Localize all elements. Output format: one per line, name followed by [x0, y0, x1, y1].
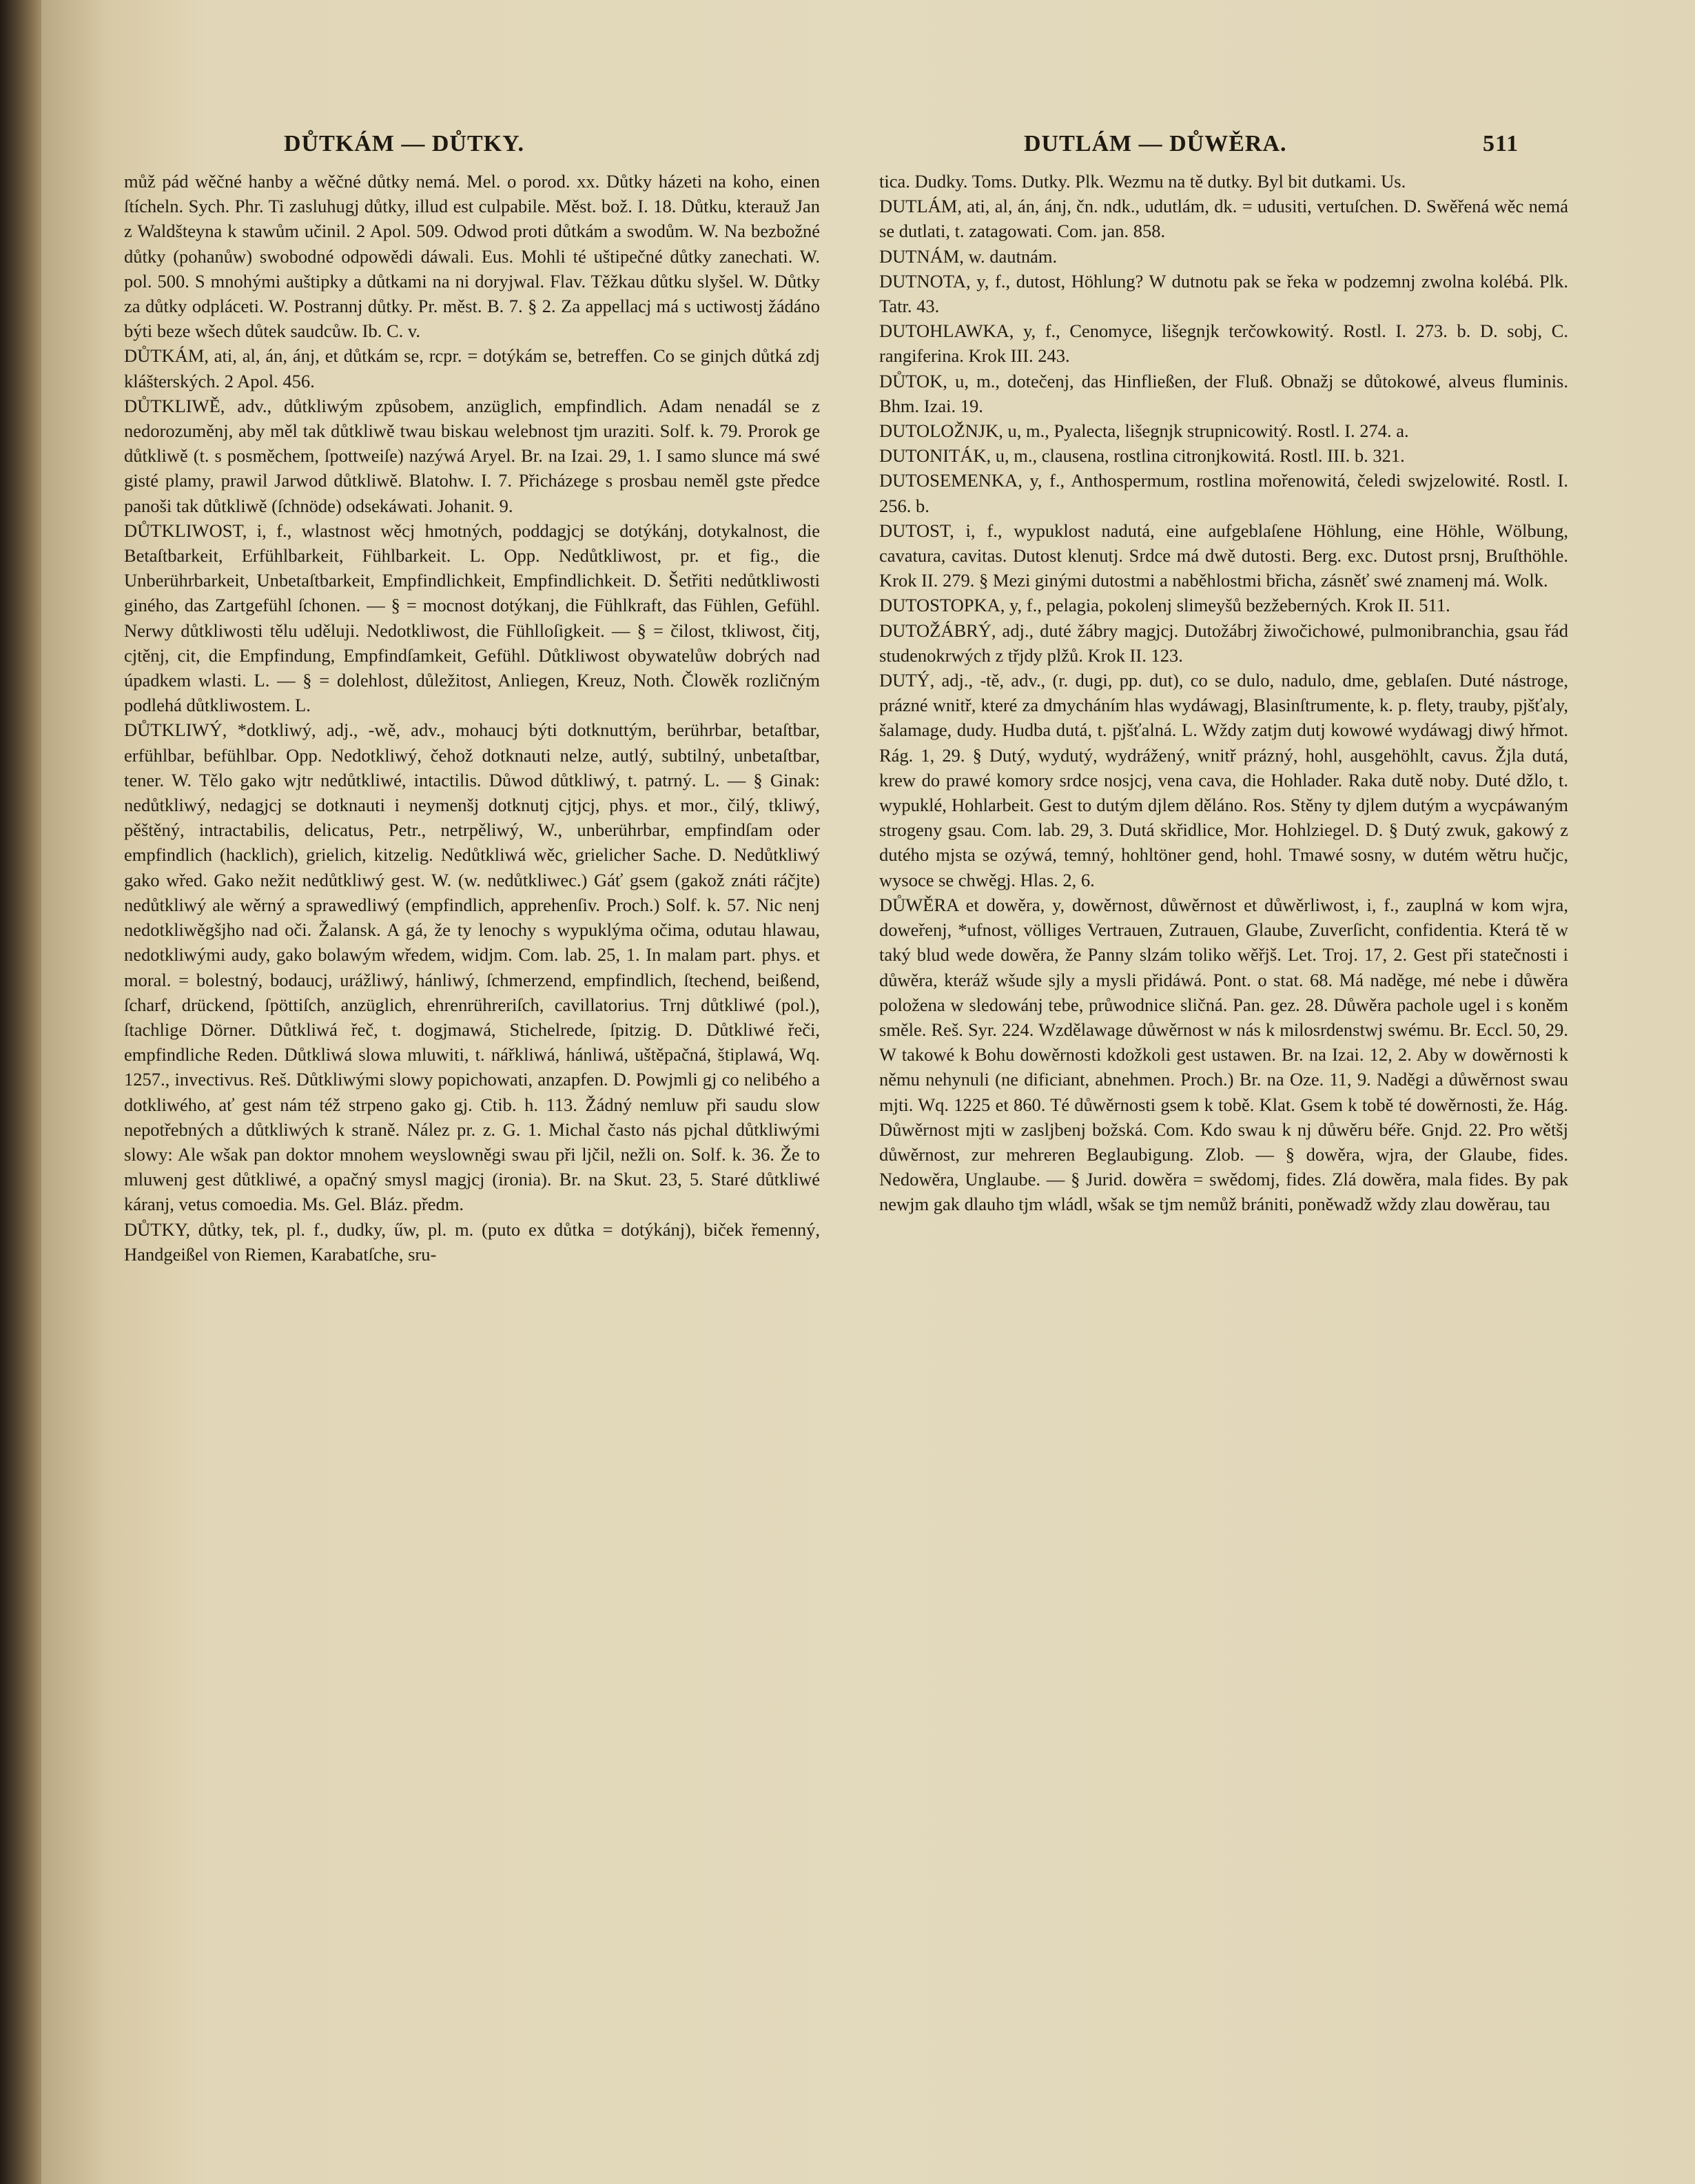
right-column [879, 169, 1568, 2154]
right-running-head: DUTLÁM — DŮWĚRA. [1024, 131, 1287, 156]
entry-dutosemenka: DUTOSEMENKA, y, f., Anthospermum, rostlina mořenowitá, čeledi swjzelowité. Rostl. I. 256. b. [879, 470, 1568, 516]
left-running-head: DŮTKÁM — DŮTKY. [284, 131, 525, 156]
entry-dutnam: DUTNÁM, w. dautnám. [879, 245, 1058, 267]
entry-dutkliwost: DŮTKLIWOST, i, f., wlastnost wěcj hmotných, poddagjcj se dotýkánj, dotykalnost, die Betaſtbarkeit, Erfühlbarkeit, Fühlbarkeit. L. Opp. Nedůtkliwost, pr. et fig., die Unberührbarkeit, Unbetaſtbarkeit, Empfindlichkeit, Empfindlichkeit. D. Šetřiti nedůtkliwosti giného, das Zartgefühl ſchonen. — § = mocnost dotýkanj, die Fühlkraft, das Fühlen, Gefühl. Nerwy důtkliwosti tělu uděluji. Nedotkliwost, die Fühlloſigkeit. — § = čilost, tkliwost, čitj, cjtěnj, cit, die Empfindung, Empfindſamkeit, Gefühl. Důtkliwost obywatelůw dobrých nad úpadkem wlasti. L. — § = dolehlost, důležitost, Anliegen, Kreuz, Noth. Člowěk rozličným podlehá důtkliwostem. L. [124, 520, 820, 716]
entry-paragraph: můž pád wěčné hanby a wěčné důtky nemá. Mel. o porod. xx. Důtky házeti na koho, einen ſtícheln. Sych. Phr. Ti zasluhugj důtky, illud est culpabile. Měst. bož. I. 18. Důtku, kterauž Jan z Waldšteyna k stawům učinil. 2 Apol. 509. Odwod proti důtkám a swodům. W. Na bezbožné důtky (pohanůw) swobodné odpowědi dáwali. Eus. Mohli té uštipečné důtky zanechati. W. pol. 500. S mnohými auštipky a důtkami na ni doryjwal. Flav. Těžkau důtku slyšel. W. Důtky za důtky odpláceti. W. Postrannj důtky. Pr. měst. B. 7. § 2. Za appellacj má s uctiwostj žádáno býti beze wšech důtek saudcůw. Ib. C. v. [124, 171, 820, 342]
entry-dutozabry: DUTOŽÁBRÝ, adj., duté žábry magjcj. Dutožábrj žiwočichowé, pulmonibranchia, gsau řád studenokrwých z třjdy plžů. Krok II. 123. [879, 620, 1568, 666]
entry-dutoloznjk: DUTOLOŽNJK, u, m., Pyalecta, lišegnjk strupnicowitý. Rostl. I. 274. a. [879, 420, 1409, 442]
entry-duwera: DŮWĚRA et dowěra, y, dowěrnost, důwěrnost et důwěrliwost, i, f., zauplná w kom wjra, doweřenj, *ufnost, völliges Vertrauen, Zutrauen, Glaube, Zuverſicht, confidentia. Která tě w taký blud wede dowěra, že Panny slzám toliko wěřjš. Let. Troj. 17, 2. Gest při statečnosti i důwěra, kteráž wšude sjly a mysli přidáwá. Pont. o stat. 68. Má naděge, mé nebe i důwěra položena w sledowánj tebe, průwodnice sličná. Pan. gez. 28. Důwěra pachole ugel i s koněm směle. Reš. Syr. 224. Wzdělawage důwěrnost w nás k milosrdenstwj swému. Br. Eccl. 50, 29. W takowé k Bohu dowěrnosti kdožkoli gest ustawen. Br. na Izai. 12, 2. Aby w dowěrnosti k němu nehynuli (ne dificiant, abnehmen. Proch.) Br. na Oze. 11, 9. Naděgi a důwěrnost swau mjti. Wq. 1225 et 860. Té důwěrnosti gsem k tobě. Klat. Gsem k tobě té dowěrnosti, že. Hág. Důwěrnost mjti w zaslјbenj božská. Com. Kdo swau k nj důwěru béře. Gnjd. 22. Pro wětšj důwěrnost, zur mehreren Beglaubigung. Zlob. — § dowěra, wjra, der Glaube, fides. Nedowěra, Unglaube. — § Jurid. dowěra = swědomj, fides. Zlá dowěra, mala fides. By pak newjm gak dlauho tjm wládl, wšak se tjm nemůž brániti, poněwadž wždy zlau dowěrau, tau [879, 894, 1568, 1215]
entry-dutohlawka: DUTOHLAWKA, y, f., Cenomyce, lišegnjk terčowkowitý. Rostl. I. 273. b. D. sobj, C. rangiferina. Krok III. 243. [879, 320, 1568, 367]
entry-dutky: DŮTKY, důtky, tek, pl. f., dudky, űw, pl. m. (puto ex důtka = dotýkánj), biček řemenný, Handgeißel von Riemen, Karabatſche, sru- [124, 1218, 820, 1265]
entry-dutost: DUTOST, i, f., wypuklost nadutá, eine aufgeblaſene Höhlung, eine Höhle, Wölbung, cavatura, cavitas. Dutost klenutj. Srdce má dwě dutosti. Berg. exc. Dutost prsnj, Bruſthöhle. Krok II. 279. § Mezi ginými dutostmi a naběhlostmi břicha, zásněť swé znamenj má. Wolk. [879, 520, 1568, 591]
dictionary-page [41, 0, 1695, 2184]
entry-dutnota: DUTNOTA, y, f., dutost, Höhlung? W dutnotu pak se řeka w podzemnj zwolna kolébá. Plk. Tatr. 43. [879, 270, 1568, 317]
entry-dutostopka: DUTOSTOPKA, y, f., pelagia, pokolenj slimeyšů bezžeberných. Krok II. 511. [879, 595, 1450, 616]
entry-dutkliwe: DŮTKLIWĚ, adv., důtkliwým způsobem, anzüglich, empfindlich. Adam nenadál se z nedorozuměnj, aby měl tak důtkliwě twau biskau welebnost tjm uraziti. Solf. k. 79. Prorok ge důtkliwě (t. s posměchem, ſpottweiſe) nazýwá Aryel. Br. na Izai. 29, 1. I samo slunce má swé gisté plamy, prawil Jarwod důtkliwě. Blatohw. I. 7. Přicházege s prosbau neměl gste předce panoši tak důtkliwě (ſchnöde) odsekáwati. Johanit. 9. [124, 395, 820, 516]
left-column [124, 169, 820, 2154]
entry-dutok: DŮTOK, u, m., dotečenj, das Hinfließen, der Fluß. Obnažj se důtokowé, alveus fluminis. Bhm. Izai. 19. [879, 370, 1568, 416]
entry-dutonitak: DUTONITÁK, u, m., clausena, rostlina citronjkowitá. Rostl. III. b. 321. [879, 445, 1405, 467]
entry-continuation: tica. Dudky. Toms. Dutky. Plk. Wezmu na tě dutky. Byl bit dutkami. Us. [879, 171, 1406, 192]
entry-dutlam: DUTLÁM, ati, al, án, ánj, čn. ndk., udutlám, dk. = udusiti, vertuſchen. D. Swěřená wěc nemá se dutlati, t. zatagowati. Com. jan. 858. [879, 196, 1568, 242]
entry-dutkam: DŮTKÁM, ati, al, án, ánj, et důtkám se, rcpr. = dotýkám se, betreffen. Co se ginjch důtká zdj klášterských. 2 Apol. 456. [124, 345, 820, 391]
entry-duty: DUTÝ, adj., -tě, adv., (r. dugi, pp. dut), co se dulo, nadulo, dme, geblaſen. Duté nástroge, prázné wnitř, které za dmycháním hlas wydáwagj, Blasinſtrumente, k. p. flety, trauby, pjšťaly, šalamage, dudy. Hudba dutá, t. pjšťalná. L. Wždy zatjm dutj kowowé wydáwagj diwý hřmot. Rág. 1, 29. § Dutý, wydutý, wydrážený, wnitř prázný, hohl, ausgehöhlt, cavus. Žjla dutá, krew do prawé komory srdce nosjcj, vena cava, die Hohlader. Raka dutě noby. Duté džlo, t. wypuklé, Hohlarbeit. Gest to dutým djlem děláno. Ros. Stěny ty djlem dutým a wycpáwaným strogeny gsau. Com. lab. 29, 3. Dutá skřidlice, Mor. Hohlziegel. D. § Dutý zwuk, gakowý z dutého mjsta se ozýwá, temný, hohltöner gend, hohl. Tmawé sosny, w dutém wětru hučjc, wysoce se chwěgj. Hlas. 2, 6. [879, 670, 1568, 890]
entry-dutkliwy: DŮTKLIWÝ, *dotkliwý, adj., -wě, adv., mohaucj býti dotknuttým, berührbar, betaſtbar, erfühlbar, befühlbar. Opp. Nedotkliwý, čehož dotknauti nelze, autlý, subtilný, unbetaſtbar, tener. W. Tělo gako wjtr nedůtkliwé, intactilis. Důwod důtkliwý, t. patrný. L. — § Ginak: nedůtkliwý, nedagjcj se dotknauti i neymenšj dotknutj cjtjcj, phys. et mor., čilý, tkliwý, pěštěný, intractabilis, delicatus, Petr., netrpěliwý, W., unberührbar, empfindſam oder empfindlich (hacklich), grielich, kitzelig. Nedůtkliwá wěc, grielicher Sache. D. Nedůtkliwý gako wřed. Gako nežit nedůtkliwý gest. W. (w. nedůtkliwec.) Gáť gsem (gakož znáti ráčjte) nedůtkliwý ale wěrný a sprawedliwý (empfindlich, apprehenſiv. Proch.) Solf. k. 57. Nic nenj nedotkliwěgšjho nad oči. Žalansk. A gá, že ty lenochy s wypuklýma očima, odutau hlawau, nedotkliwými audy, gako bolawým wředem, widjm. Com. lab. 25, 1. In malam part. phys. et moral. = bolestný, bodaucj, urážliwý, hánliwý, ſchmerzend, empfindlich, ſtechend, beißend, ſcharf, drückend, ſpöttiſch, anzüglich, ehrenrühreriſch, cavillatorius. Trnj důtkliwé (pol.), ſtachlige Dörner. Důtkliwá řeč, t. dogjmawá, Stichelrede, ſpitzig. D. Důtkliwé řeči, empfindliche Reden. Důtkliwá slowa mluwiti, t. nářkliwá, hánliwá, uštěpačná, štiplawá, Wq. 1257., invectivus. Reš. Důtkliwými slowy popichowati, anzapfen. D. Powjmli gj co nelibého a dotkliwého, ať gest nám též strpeno gako gj. Ctib. h. 113. Žádný nemluw při saudu slow nepotřebných a důtkliwých k straně. Nález pr. z. G. 1. Michal často nás pjchal důtkliwými slowy: Ale wšak pan doktor mnohem weyslowněgi swau při ljčil, nežli on. Solf. k. 36. Že to mluwenj gest důtkliwé, a opačný smysl magjcj (ironia). Br. na Skut. 23, 5. Staré důtkliwé káranj, vetus comoedia. Ms. Gel. Bláz. předm. [124, 720, 820, 1215]
page-number: 511 [1483, 131, 1519, 156]
